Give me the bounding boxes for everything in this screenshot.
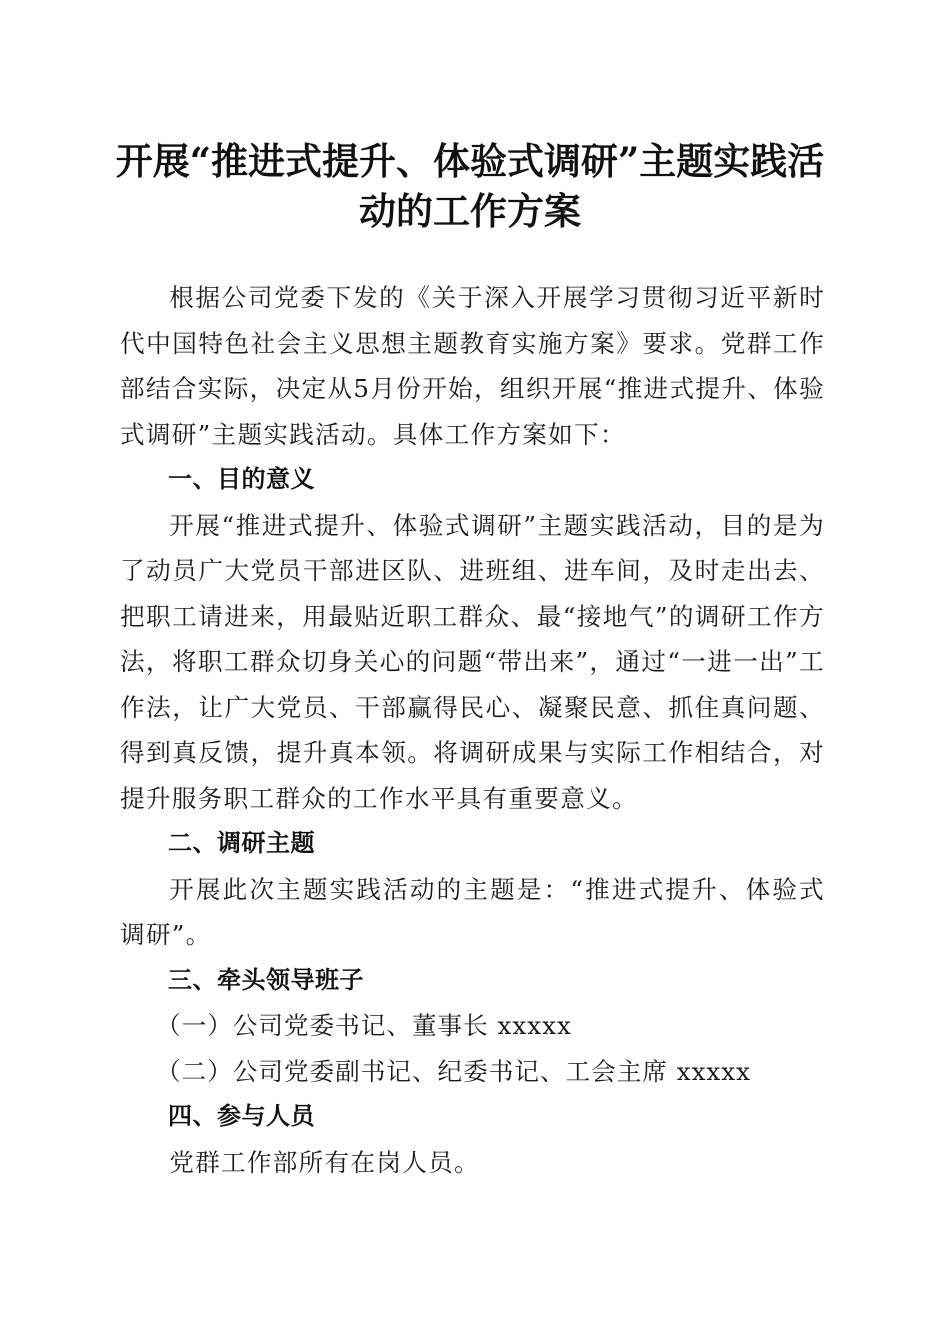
section-text-participants: 党群工作部所有在岗人员。 <box>169 1147 480 1177</box>
document-body <box>120 275 825 1185</box>
document-title: 开展“推进式提升、体验式调研”主题实践活动的工作方案 <box>115 139 825 233</box>
leadership-item: （二）公司党委副书记、纪委书记、工会主席 xxxxx <box>156 1056 752 1086</box>
leadership-item: （一）公司党委书记、董事长 xxxxx <box>156 1011 572 1040</box>
section-text-purpose: 开展“推进式提升、体验式调研”主题实践活动，目的是为了动员广大党员干部进区队、进班组、进车间，及时走出去、把职工请进来，用最贴近职工群众、最“接地气”的调研工作方法，将职工群众切身关心的问题“带出来”，通过“一进一出”工作法，让广大党员、干部赢得民心、凝聚民意、抓住真问题、得到真反馈，提升真本领。将调研成果与实际工作相结合，对提升服务职工群众的工作水平具有重要意义。 <box>120 510 825 813</box>
section-heading-theme: 二、调研主题 <box>168 829 315 857</box>
intro-paragraph: 根据公司党委下发的《关于深入开展学习贯彻习近平新时代中国特色社会主义思想主题教育实施方案》要求。党群工作部结合实际，决定从5月份开始，组织开展“推进式提升、体验式调研”主题实践活动。具体工作方案如下： <box>120 283 825 449</box>
section-heading-purpose: 一、目的意义 <box>168 465 315 493</box>
section-text-theme: 开展此次主题实践活动的主题是：“推进式提升、体验式调研”。 <box>120 874 825 949</box>
section-heading-participants: 四、参与人员 <box>168 1102 315 1130</box>
section-heading-leadership: 三、牵头领导班子 <box>168 965 364 994</box>
